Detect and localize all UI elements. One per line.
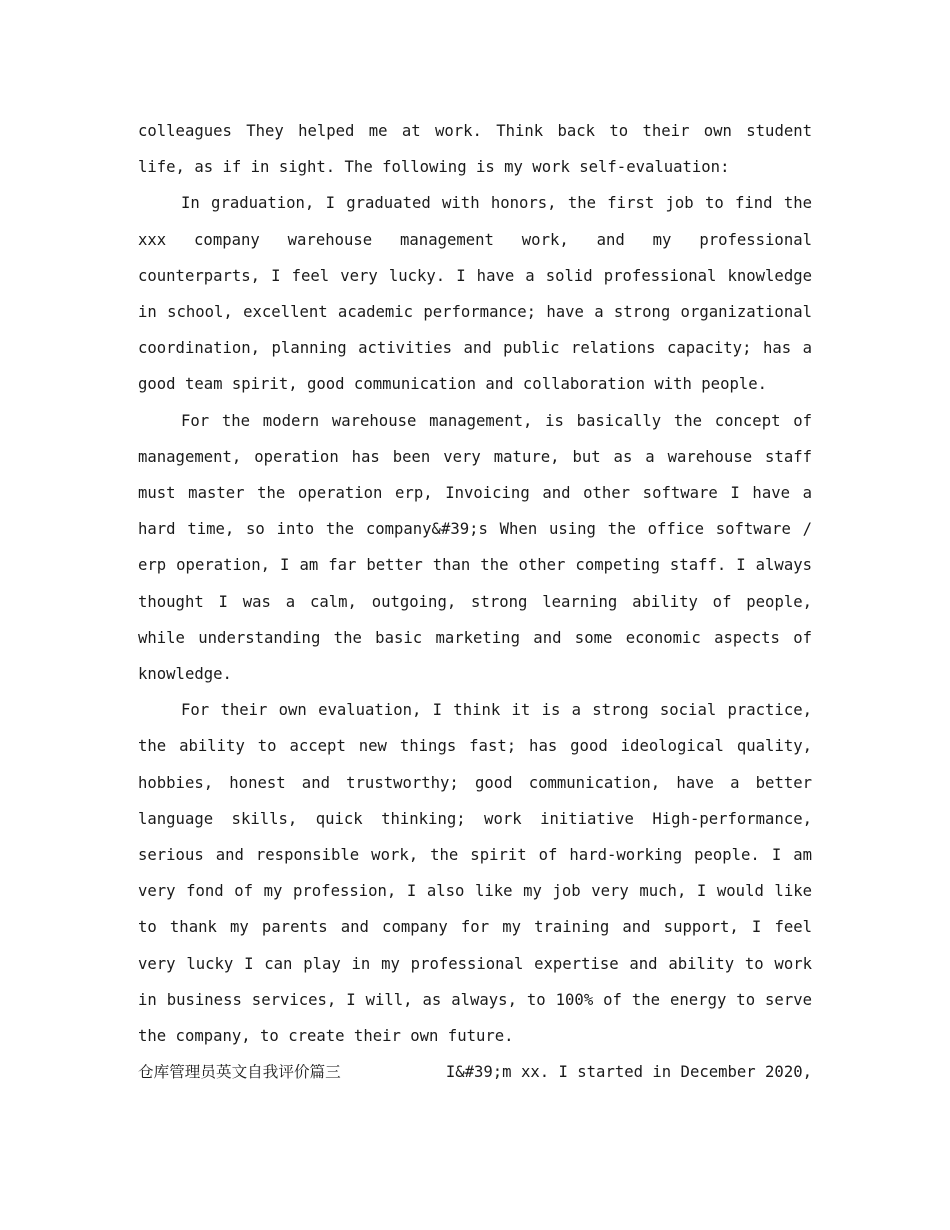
section-heading-line <box>138 1054 812 1090</box>
paragraph-graduation: In graduation, I graduated with honors, the first job to find the xxx company warehouse management work, and my professional counterparts, I feel very lucky. I have a solid professional knowledge in school, excellent academic performance; have a strong organizational coordination, planning activities and public relations capacity; has a good team spirit, good communication and collaboration with people. <box>138 194 812 394</box>
paragraph-warehouse-management: For the modern warehouse management, is basically the concept of management, operation has been very mature, but as a warehouse staff must master the operation erp, Invoicing and other software I have a hard time, so into the company&#39;s When using the office software / erp operation, I am far better than the other competing staff. I always thought I was a calm, outgoing, strong learning ability of people, while understanding the basic marketing and some economic aspects of knowledge. <box>138 411 812 684</box>
section-heading: 仓库管理员英文自我评价篇三 <box>138 1063 341 1082</box>
document-body <box>138 113 812 1090</box>
section-start-text: I&#39;m xx. I started in December 2020, <box>445 1063 812 1082</box>
paragraph-self-evaluation: For their own evaluation, I think it is a strong social practice, the ability to accept new things fast; has good ideological quality, hobbies, honest and trustworthy; good communication, have a better language skills, quick thinking; work initiative High-performance, serious and responsible work, the spirit of hard-working people. I am very fond of my profession, I also like my job very much, I would like to thank my parents and company for my training and support, I feel very lucky I can play in my professional expertise and ability to work in business services, I will, as always, to 100% of the energy to serve the company, to create their own future. <box>138 701 812 1046</box>
paragraph-intro: colleagues They helped me at work. Think back to their own student life, as if in sight. The following is my work self-evaluation: <box>138 122 812 177</box>
